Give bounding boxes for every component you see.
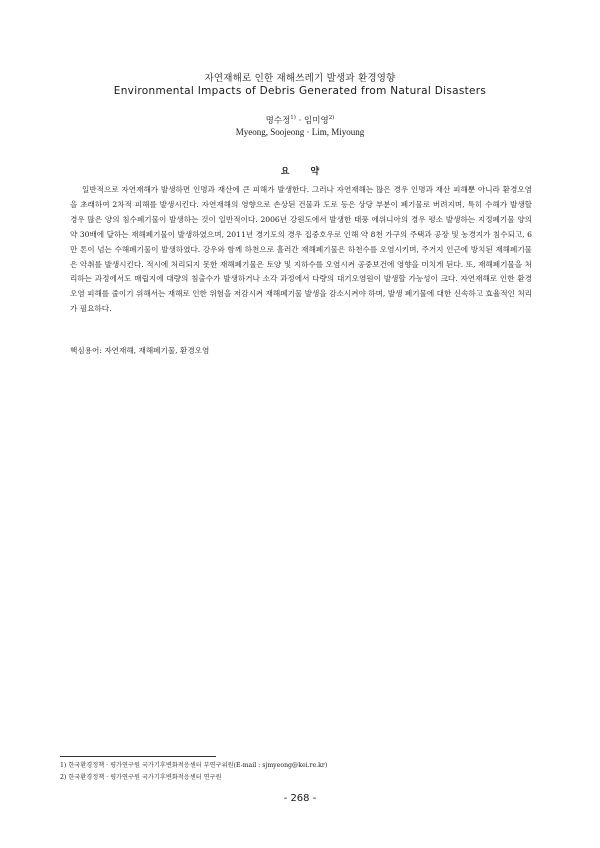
authors-english: Myeong, Soojeong · Lim, Miyoung xyxy=(235,127,365,137)
title-english: Environmental Impacts of Debris Generated from Natural Disasters xyxy=(113,85,487,97)
author-1-name: 명수정 xyxy=(265,116,291,126)
footnote-1: 1) 한국환경정책 · 평가연구원 국가기후변화적응센터 부연구위원(E-mail : sjmyeong@kei.re.kr) xyxy=(60,762,328,769)
footnote-divider xyxy=(60,756,216,757)
authors-korean xyxy=(0,114,600,126)
title-korean: 자연재해로 인한 재해쓰레기 발생과 환경영향 xyxy=(204,73,396,84)
author-1-footnote-marker: 1) xyxy=(290,115,296,122)
author-2-footnote-marker: 2) xyxy=(328,115,335,122)
author-2-name: 임미영 xyxy=(304,116,329,126)
abstract-heading: 요 약 xyxy=(280,167,320,177)
abstract-body: 일반적으로 자연재해가 발생하면 인명과 재산에 큰 피해가 발생한다. 그러나 자연재해는 많은 경우 인명과 재산 피해뿐 아니라 환경오염을 초래하여 2차적 피해를 발생시킨다. 자연재해의 영향으로 손상된 건물과 도로 등은 상당 부분이 폐기물로 버려지며, 특히 수해가 발생할 경우 많은 양의 침수폐기물이 발생하는 것이 일반적이다. 2006년 강원도에서 발생한 태풍 에위니아의 경우 평소 발생하는 지정폐기물 양의 약 30배에 달하는 재해폐기물이 발생하였으며, 2011년 경기도의 경우 집중호우로 인해 약 8천 가구의 주택과 공장 및 농경지가 침수되고, 6만 톤이 넘는 수해폐기물이 발생하였다. 강우와 함께 하천으로 흘러간 재해폐기물은 하천수를 오염시키며, 주거지 인근에 방치된 재해폐기물은 악취를 발생시킨다. 적시에 처리되지 못한 재해폐기물은 토양 및 지하수를 오염시켜 공중보건에 영향을 미치게 된다. 또, 재해폐기물을 처리하는 과정에서도 매립지에 대량의 침출수가 발생하거나 소각 과정에서 다량의 대기오염원이 발생할 가능성이 크다. 자연재해로 인한 환경오염 피해를 줄이기 위해서는 재해로 인한 위험을 저감시켜 재해폐기물 발생을 감소시켜야 하며, 발생 폐기물에 대한 신속하고 효율적인 처리가 필요하다. xyxy=(70,185,532,314)
author-separator: · xyxy=(295,116,305,126)
footnotes xyxy=(60,760,540,784)
page-number: - 268 - xyxy=(283,793,317,804)
footnote-2: 2) 한국환경정책 · 평가연구원 국가기후변화적응센터 연구원 xyxy=(60,774,222,781)
keywords: 핵심용어: 자연재해, 재해폐기물, 환경오염 xyxy=(70,346,210,355)
